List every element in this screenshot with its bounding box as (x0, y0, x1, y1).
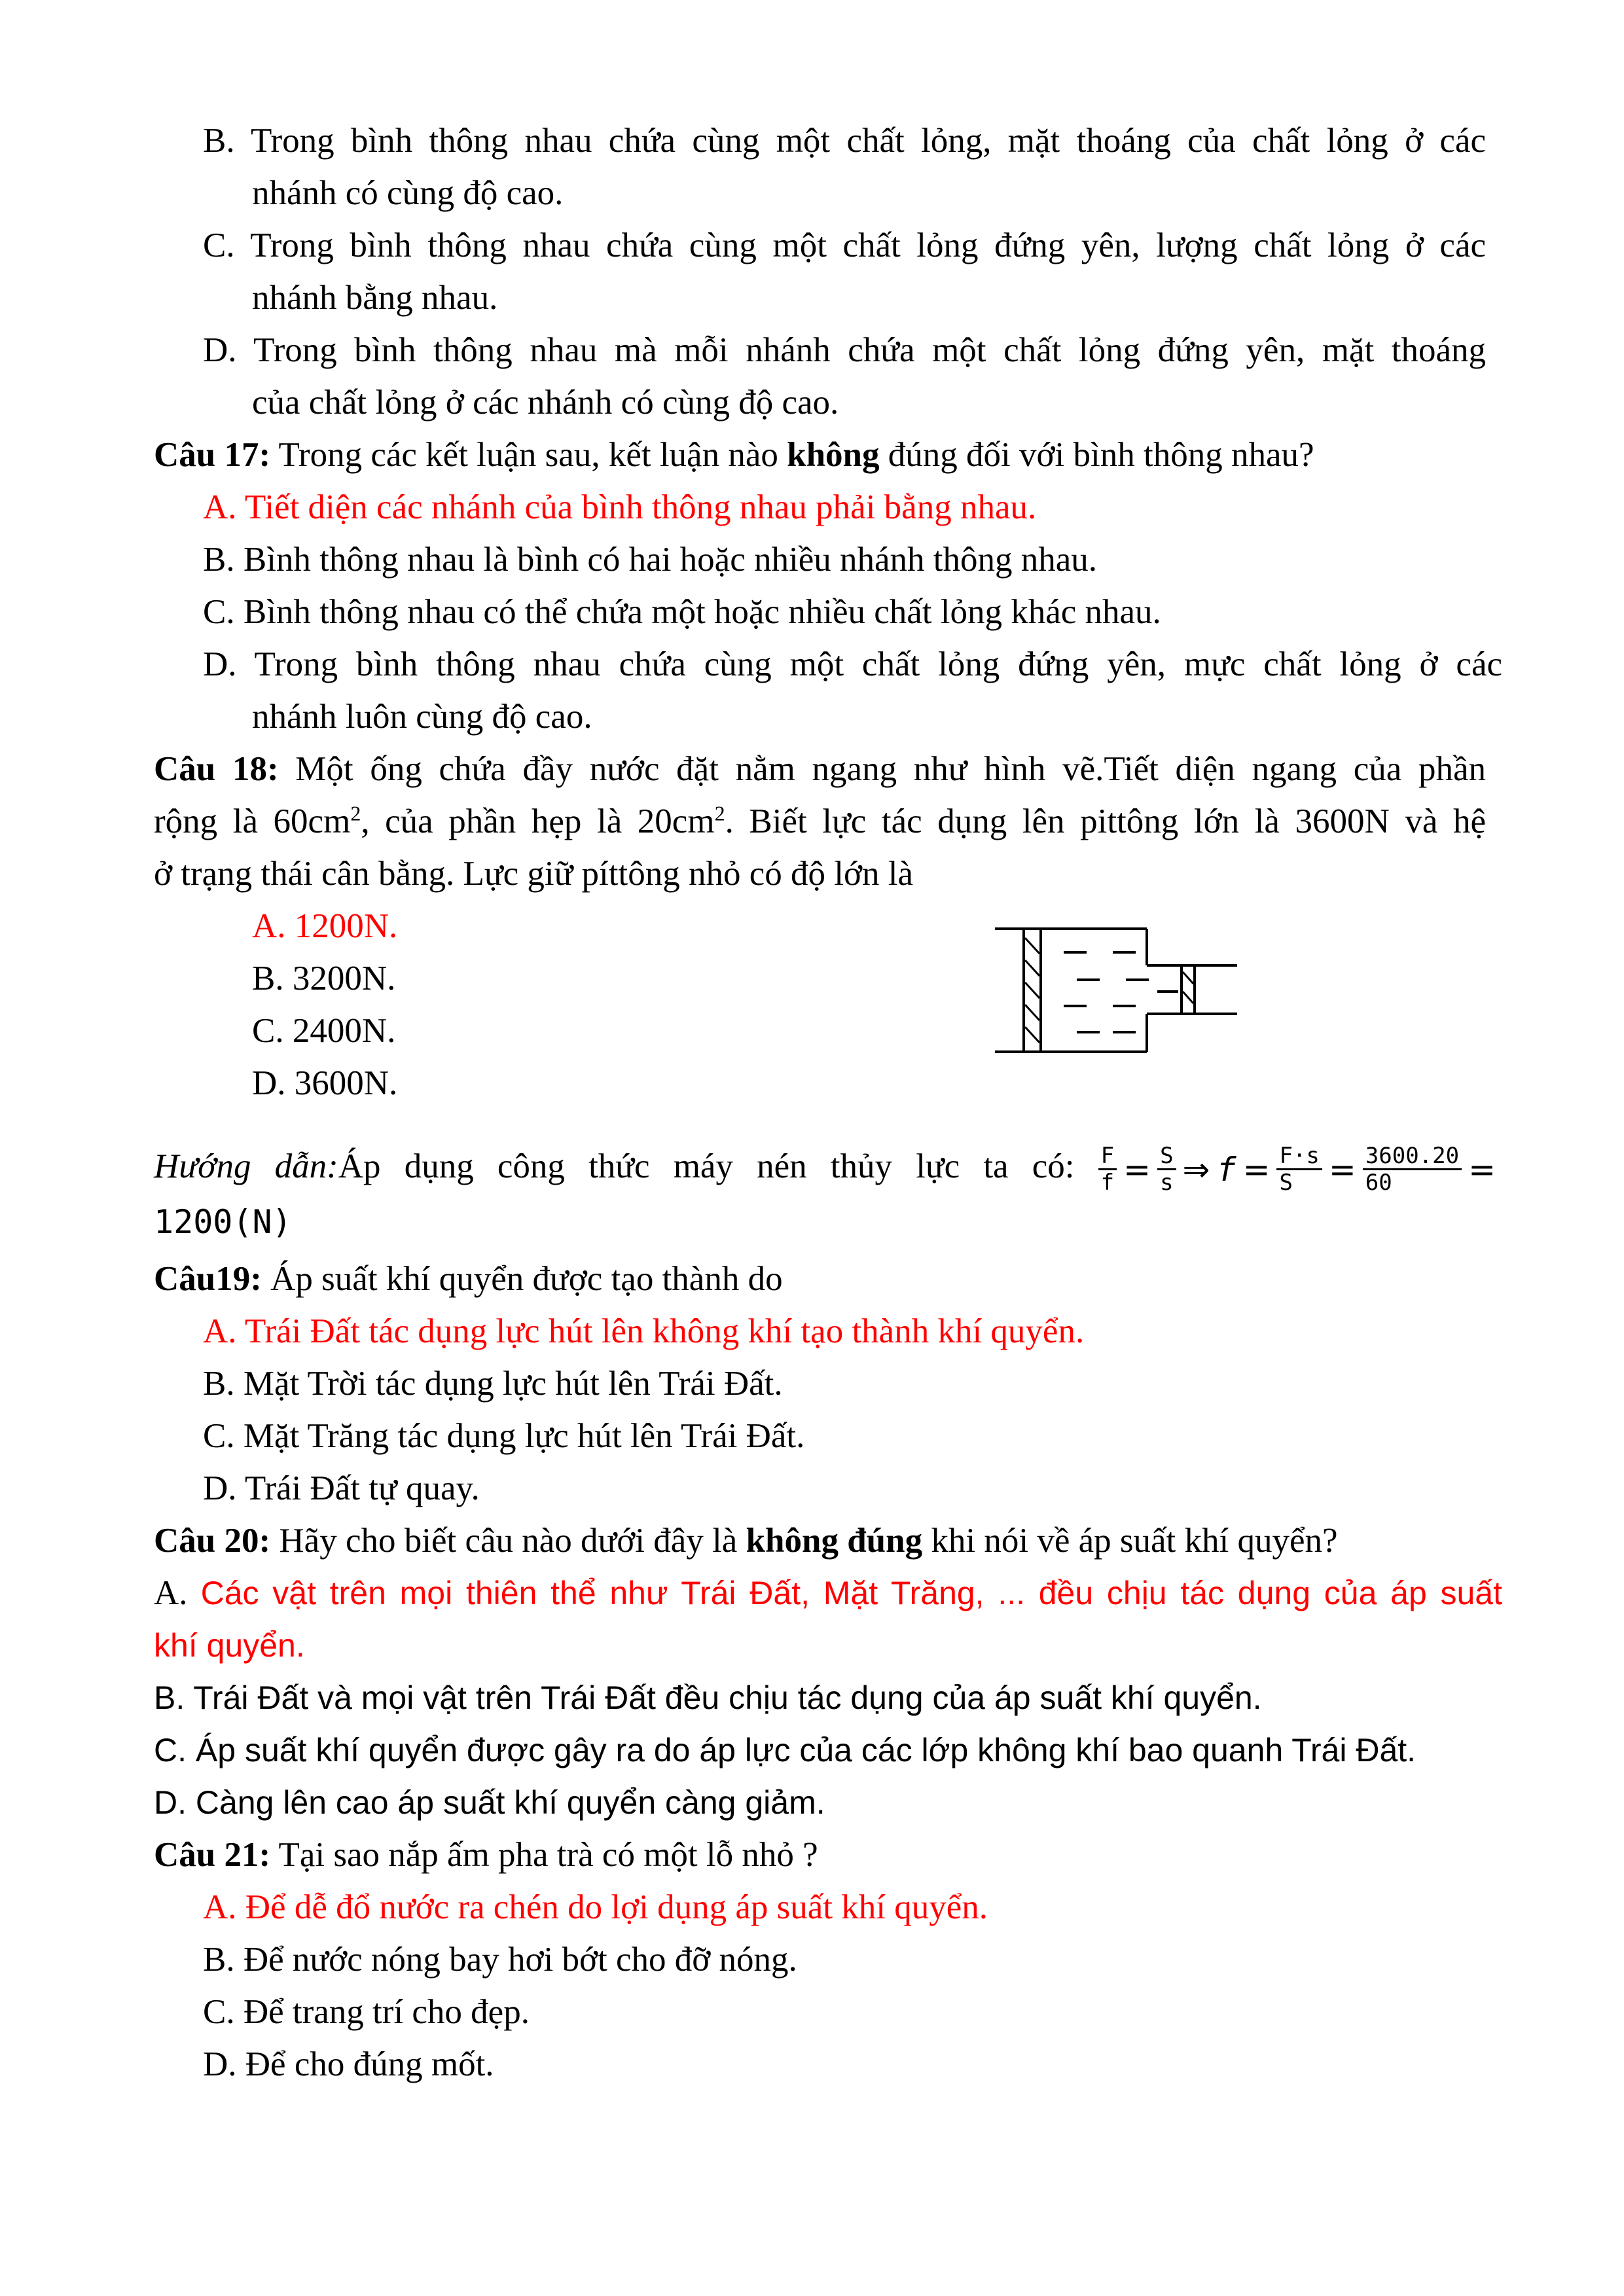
q17-label: Câu 17: (154, 436, 271, 474)
q20-stem: Câu 20: Hãy cho biết câu nào dưới đây là không đúng khi nói về áp suất khí quyển? (154, 1522, 1338, 1560)
q19-option-b: B. Mặt Trời tác dụng lực hút lên Trái Đất. (203, 1365, 783, 1403)
q18-stem-line1: Câu 18: Một ống chứa đầy nước đặt nằm ngang như hình vẽ.Tiết diện ngang của phần (154, 750, 1486, 788)
q18-stem-line2: rộng là $60cm^2$, của phần hẹp là $20cm^2$. Biết lực tác dụng lên pittông lớn là 3600N và hệ (154, 801, 1487, 840)
q21-option-a: A. Để dễ đổ nước ra chén do lợi dụng áp suất khí quyển. (203, 1888, 988, 1926)
q21-label: Câu 21: (154, 1836, 271, 1874)
q18-option-b: B. 3200N. (252, 960, 396, 997)
q20-option-a-line2: khí quyển. (154, 1627, 305, 1664)
q19-option-a: A. Trái Đất tác dụng lực hút lên không khí tạo thành khí quyển. (203, 1312, 1085, 1350)
q21-option-b: B. Để nước nóng bay hơi bớt cho đỡ nóng. (203, 1941, 797, 1979)
q20-label: Câu 20: (154, 1522, 271, 1560)
q17-option-d-line1: D. Trong bình thông nhau chứa cùng một chất lỏng đứng yên, mực chất lỏng ở các (203, 645, 1502, 683)
q16-option-d-line2: của chất lỏng ở các nhánh có cùng độ cao. (252, 384, 839, 422)
q21-option-d: D. Để cho đúng mốt. (203, 2045, 494, 2083)
q16-option-d-line1: D. Trong bình thông nhau mà mỗi nhánh chứa một chất lỏng đứng yên, mặt thoáng (203, 331, 1486, 369)
q18-guide (154, 1139, 1502, 1194)
q20-option-d: D. Càng lên cao áp suất khí quyển càng giảm. (154, 1784, 825, 1821)
q17-option-b: B. Bình thông nhau là bình có hai hoặc nhiều nhánh thông nhau. (203, 541, 1097, 579)
q17-option-c: C. Bình thông nhau có thể chứa một hoặc nhiều chất lỏng khác nhau. (203, 593, 1161, 631)
q20-option-b: B. Trái Đất và mọi vật trên Trái Đất đều chịu tác dụng của áp suất khí quyển. (154, 1679, 1262, 1716)
q17-stem: Câu 17: Trong các kết luận sau, kết luận nào không đúng đối với bình thông nhau? (154, 436, 1314, 474)
q20-option-a-line1: A. Các vật trên mọi thiên thể như Trái Đất, Mặt Trăng, ... đều chịu tác dụng của áp suất (154, 1574, 1503, 1612)
q16-option-b-line1: B. Trong bình thông nhau chứa cùng một chất lỏng, mặt thoáng của chất lỏng ở các (203, 122, 1486, 160)
q20-option-c: C. Áp suất khí quyển được gây ra do áp lực của các lớp không khí bao quanh Trái Đất. (154, 1732, 1416, 1768)
q16-option-b-line2: nhánh có cùng độ cao. (252, 174, 564, 212)
q18-result: 1200(N) (154, 1203, 292, 1241)
frac-Fs-over-S: $\frac{F\cdot s}{S}$ (1276, 1143, 1322, 1195)
q17-option-d-line2: nhánh luôn cùng độ cao. (252, 698, 592, 736)
q18-option-a: A. 1200N. (252, 907, 398, 945)
q19-option-d: D. Trái Đất tự quay. (203, 1469, 480, 1507)
q18-stem-line3: ở trạng thái cân bằng. Lực giữ píttông nhỏ có độ lớn là (154, 855, 913, 893)
q19-label: Câu19: (154, 1260, 262, 1298)
q16-option-c-line1: C. Trong bình thông nhau chứa cùng một chất lỏng đứng yên, lượng chất lỏng ở các (203, 226, 1486, 264)
q21-stem: Câu 21: Tại sao nắp ấm pha trà có một lỗ nhỏ ? (154, 1836, 818, 1874)
q18-label: Câu 18: (154, 750, 279, 788)
q21-option-c: C. Để trang trí cho đẹp. (203, 1993, 530, 2031)
q18-guide-text: Áp dụng công thức máy nén thủy lực ta có: (338, 1147, 1075, 1185)
q18-tube-figure (995, 920, 1244, 1064)
frac-numeric: $\frac{3600.20}{60}$ (1363, 1143, 1462, 1195)
frac-S-over-s: $\frac{S}{s}$ (1157, 1143, 1176, 1195)
q18-option-c: C. 2400N. (252, 1012, 396, 1050)
q16-option-c-line2: nhánh bằng nhau. (252, 279, 498, 317)
frac-F-over-f: $\frac{F}{f}$ (1098, 1143, 1117, 1195)
q19-stem: Câu19: Áp suất khí quyển được tạo thành do (154, 1260, 783, 1298)
q19-option-c: C. Mặt Trăng tác dụng lực hút lên Trái Đất. (203, 1417, 805, 1455)
q17-option-a: A. Tiết diện các nhánh của bình thông nhau phải bằng nhau. (203, 488, 1037, 526)
q18-option-d: D. 3600N. (252, 1064, 398, 1102)
q18-formula: $\frac{F}{f}$ = $\frac{S}{s}$ ⇒ f = $\frac{F\cdot s}{S}$ = $\frac{3600.20}{60}$ = (1098, 1147, 1502, 1185)
q18-guide-label: Hướng dẫn: (154, 1147, 338, 1185)
